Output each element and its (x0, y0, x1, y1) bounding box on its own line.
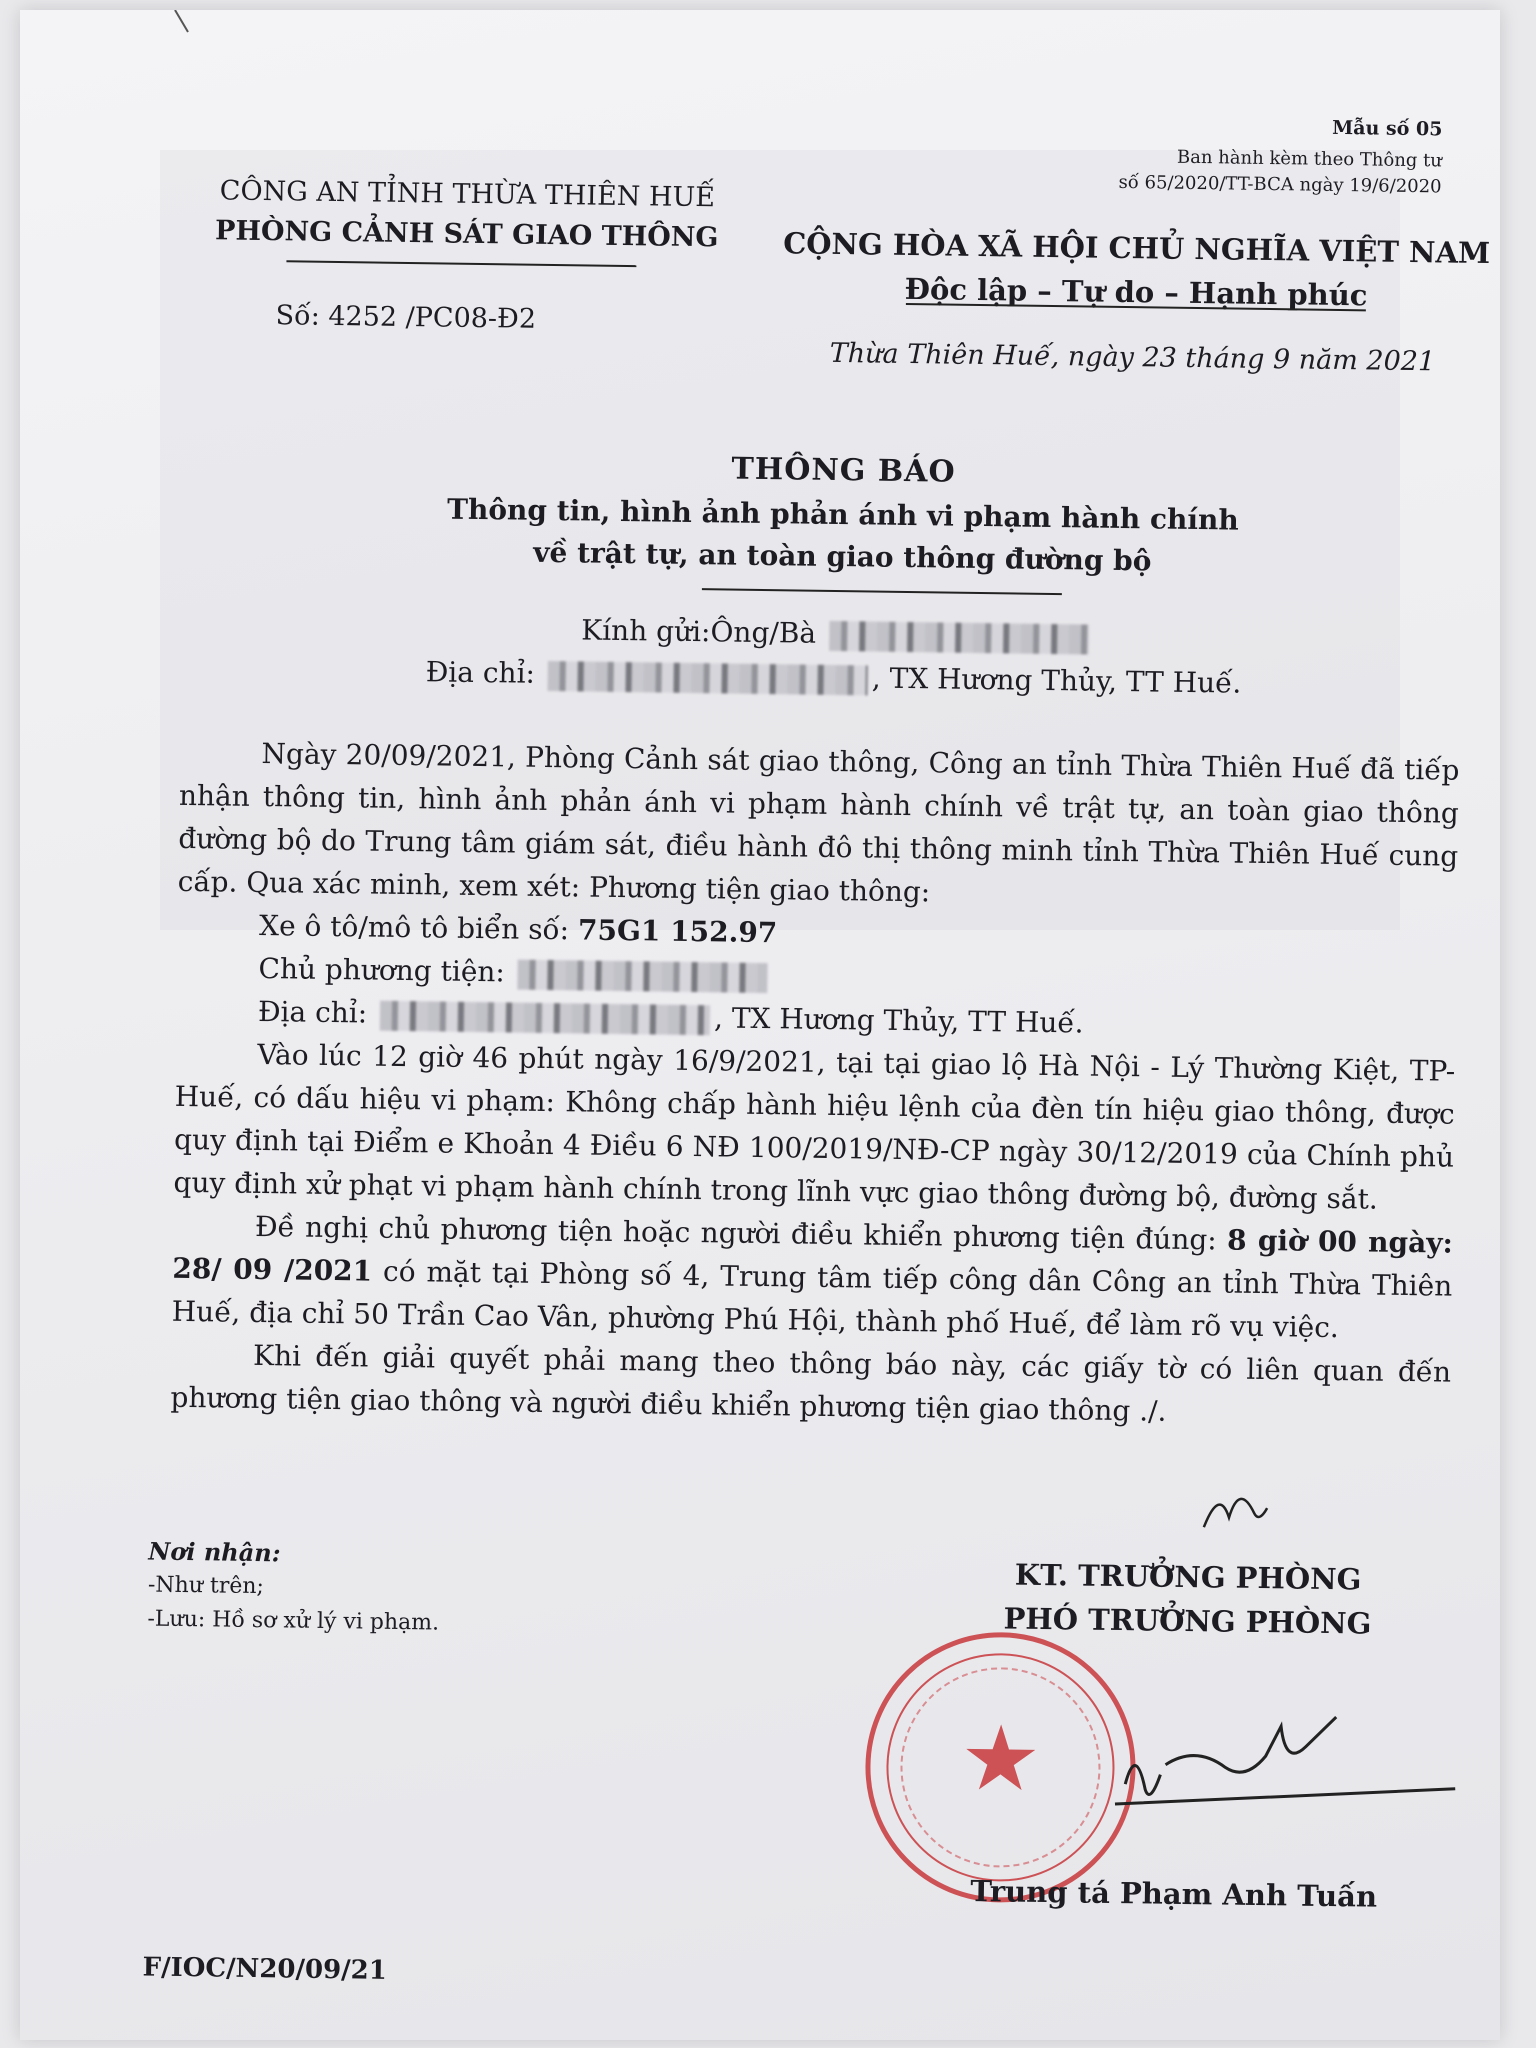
agency-heading (187, 171, 748, 259)
plate-label: Xe ô tô/mô tô biển số: (258, 908, 570, 947)
document-body (142, 10, 1500, 2039)
form-number: Mẫu số 05 (1332, 116, 1443, 141)
recipient-label: Kính gửi:Ông/Bà (581, 613, 817, 650)
redacted-owner-address (380, 1000, 710, 1035)
agency-line-2: PHÒNG CẢNH SÁT GIAO THÔNG (214, 215, 719, 254)
nation-line-1: CỘNG HÒA XÃ HỘI CHỦ NGHĨA VIỆT NAM (782, 226, 1491, 271)
summons-pre: Đề nghị chủ phương tiện hoặc người điều khiển phương tiện đúng: (254, 1209, 1217, 1257)
recipients-item-1: -Như trên; (147, 1572, 265, 1600)
reference-code: F/IOC/N20/09/21 (142, 1952, 388, 1986)
recipients-list (147, 1534, 440, 1640)
summons-time: 8 giờ 00 ngày: 28/ 09 /2021 (172, 1223, 1454, 1288)
paragraph-documents: Khi đến giải quyết phải mang theo thông báo này, các giấy tờ có liên quan đến phương tiện giao thông và người điều khiển phương tiện giao thông ./. (170, 1338, 1452, 1428)
address-label: Địa chỉ: (425, 655, 536, 690)
star-icon: ★ (959, 1705, 1042, 1812)
handwritten-signature (1105, 1704, 1467, 1829)
nation-line-2: Độc lập – Tự do – Hạnh phúc (904, 271, 1368, 313)
owner-address-label: Địa chỉ: (257, 994, 368, 1030)
document-number: Số: 4252 /PC08-Đ2 (275, 300, 537, 335)
paragraph-summons (171, 1204, 1453, 1351)
agency-underline (286, 260, 636, 267)
owner-address-suffix: , TX Hương Thủy, TT Huế. (713, 1001, 1084, 1040)
paragraph-violation: Vào lúc 12 giờ 46 phút ngày 16/9/2021, tại tại giao lộ Hà Nội - Lý Thường Kiệt, TP-Huế, có dấu hiệu vi phạm: Không chấp hành hiệu lệnh của đèn tín hiệu giao thông, được quy định tại Điểm e Khoản 4 Điều 6 NĐ 100/2019/NĐ-CP ngày 30/12/2019 của Chính phủ quy định xử phạt vi phạm hành chính trong lĩnh vực giao thông đường bộ, đường sắt. (173, 1037, 1456, 1216)
plate-value: 75G1 152.97 (577, 913, 778, 950)
document-page (20, 10, 1500, 2040)
official-seal-stamp (864, 1631, 1138, 1905)
recipient-address (425, 650, 1241, 705)
recipients-heading: Nơi nhận: (148, 1536, 281, 1568)
address-suffix: , TX Hương Thủy, TT Huế. (871, 661, 1242, 700)
recipients-item-2: -Lưu: Hồ sơ xử lý vi phạm. (147, 1606, 440, 1636)
redacted-name (829, 620, 1089, 654)
notice-body (170, 731, 1459, 1437)
signer-name: Trung tá Phạm Anh Tuấn (970, 1874, 1378, 1914)
issued-note (1118, 144, 1442, 201)
redacted-owner (518, 959, 768, 992)
initial-mark (1199, 1477, 1270, 1538)
sign-line-2: PHÓ TRƯỞNG PHÒNG (1003, 1601, 1372, 1641)
summons-post: có mặt tại Phòng số 4, Trung tâm tiếp công dân Công an tỉnh Thừa Thiên Huế, địa chỉ 50 Trần Cao Vân, phường Phú Hội, thành phố Huế, để làm rõ vụ việc. (171, 1254, 1453, 1345)
place-date: Thừa Thiên Huế, ngày 23 tháng 9 năm 2021 (829, 337, 1436, 378)
agency-line-1: CÔNG AN TỈNH THỪA THIÊN HUẾ (219, 175, 716, 214)
paragraph-received: Ngày 20/09/2021, Phòng Cảnh sát giao thông, Công an tỉnh Thừa Thiên Huế đã tiếp nhận thông tin, hình ảnh phản ánh vi phạm hành chính về trật tự, an toàn giao thông đường bộ do Trung tâm giám sát, điều hành đô thị thông minh tỉnh Thừa Thiên Huế cung cấp. Qua xác minh, xem xét: Phương tiện giao thông: (177, 736, 1460, 909)
title-main: THÔNG BÁO (731, 451, 956, 490)
redacted-address (548, 660, 868, 694)
title-line-2: về trật tự, an toàn giao thông đường bộ (533, 535, 1152, 578)
title-line-1: Thông tin, hình ảnh phản ánh vi phạm hành chính (446, 492, 1239, 537)
sign-line-1: KT. TRƯỞNG PHÒNG (1014, 1557, 1362, 1597)
notice-title (342, 441, 1344, 585)
title-underline (702, 588, 1062, 595)
issued-line-2: số 65/2020/TT-BCA ngày 19/6/2020 (1118, 171, 1442, 198)
owner-label: Chủ phương tiện: (258, 951, 506, 989)
issued-line-1: Ban hành kèm theo Thông tư (1176, 146, 1443, 172)
recipient-line (581, 608, 1093, 659)
